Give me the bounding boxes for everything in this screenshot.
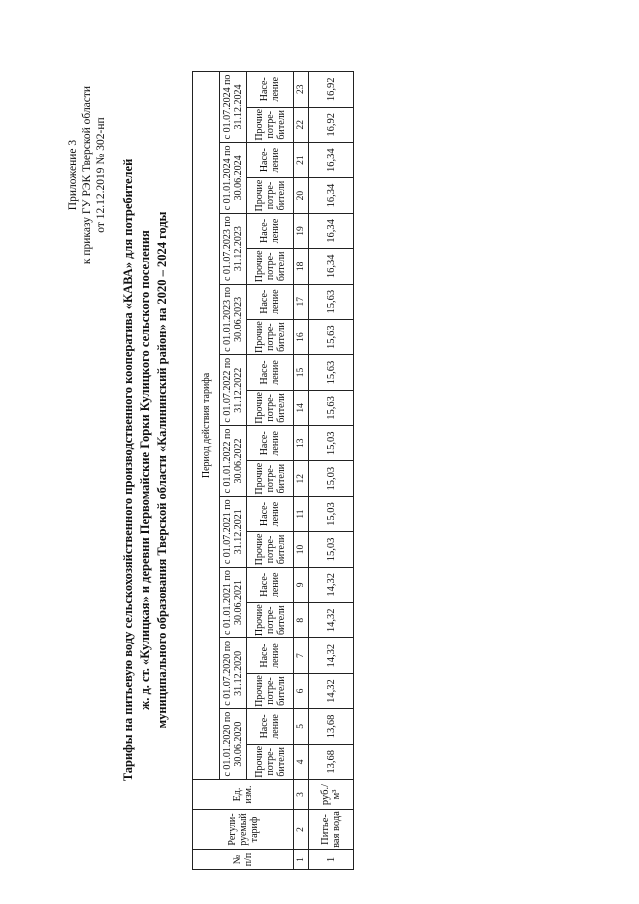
column-number-row: [294, 71, 309, 869]
appendix-line-3: от 12.12.2019 № 302-нп: [95, 117, 107, 233]
sub-header-other: Прочие потре-бители: [247, 319, 294, 354]
period-range: с 01.01.2022 по 30.06.2022: [220, 426, 247, 497]
tariff-value: 16,34: [309, 213, 354, 248]
column-number: 23: [294, 71, 309, 107]
sub-header-other: Прочие потре-бители: [247, 249, 294, 284]
sub-header-population: Насе-ление: [247, 496, 294, 531]
header-unit: Ед. изм.: [193, 780, 294, 810]
column-number: 1: [294, 850, 309, 870]
tariff-value: 15,03: [309, 496, 354, 531]
column-number: 21: [294, 142, 309, 177]
sub-header-other: Прочие потре-бители: [247, 390, 294, 425]
header-period: Период действия тарифа: [193, 71, 220, 779]
tariff-value: 15,03: [309, 426, 354, 461]
column-number: 3: [294, 780, 309, 810]
header-row-ranges: [220, 71, 247, 869]
column-number: 7: [294, 638, 309, 673]
header-row-period: [193, 71, 220, 869]
column-number: 14: [294, 390, 309, 425]
period-range: с 01.07.2021 по 31.12.2021: [220, 496, 247, 567]
sub-header-other: Прочие потре-бители: [247, 178, 294, 213]
sub-header-population: Насе-ление: [247, 426, 294, 461]
sub-header-other: Прочие потре-бители: [247, 532, 294, 567]
column-number: 22: [294, 107, 309, 142]
row-unit: руб./м³: [309, 780, 354, 810]
tariff-value: 16,34: [309, 142, 354, 177]
header-row-consumers: [247, 71, 294, 869]
title-line-1: Тарифы на питьевую воду сельскохозяйственного производственного кооператива «КАВА» для потребителей: [121, 158, 135, 782]
tariff-table: [192, 71, 354, 870]
sub-header-population: Насе-ление: [247, 213, 294, 248]
tariff-value: 13,68: [309, 744, 354, 779]
period-range: с 01.07.2020 по 31.12.2020: [220, 638, 247, 709]
sub-header-population: Насе-ление: [247, 71, 294, 107]
sub-header-other: Прочие потре-бители: [247, 603, 294, 638]
title-line-3: муниципального образования Тверской области «Калининский район» на 2020 – 2024 годы: [155, 211, 169, 729]
column-number: 2: [294, 810, 309, 850]
period-range: с 01.01.2024 по 30.06.2024: [220, 142, 247, 213]
column-number: 19: [294, 213, 309, 248]
sub-header-population: Насе-ление: [247, 355, 294, 390]
period-range: с 01.01.2020 по 30.06.2020: [220, 709, 247, 780]
sub-header-population: Насе-ление: [247, 709, 294, 744]
column-number: 15: [294, 355, 309, 390]
sub-header-population: Насе-ление: [247, 567, 294, 602]
table-row: [309, 71, 354, 869]
header-tariff: Регули-руемый тариф: [193, 810, 294, 850]
column-number: 5: [294, 709, 309, 744]
sub-header-other: Прочие потре-бители: [247, 673, 294, 708]
column-number: 17: [294, 284, 309, 319]
document-page: [10, 70, 630, 890]
row-tariff: Питье-вая вода: [309, 810, 354, 850]
tariff-value: 14,32: [309, 673, 354, 708]
column-number: 6: [294, 673, 309, 708]
period-range: с 01.07.2023 по 31.12.2023: [220, 213, 247, 284]
appendix-note: [66, 70, 108, 280]
period-range: с 01.01.2023 по 30.06.2023: [220, 284, 247, 355]
sub-header-population: Насе-ление: [247, 638, 294, 673]
tariff-value: 13,68: [309, 709, 354, 744]
column-number: 13: [294, 426, 309, 461]
sub-header-population: Насе-ление: [247, 142, 294, 177]
column-number: 9: [294, 567, 309, 602]
row-no: 1: [309, 850, 354, 870]
tariff-value: 14,32: [309, 567, 354, 602]
sub-header-other: Прочие потре-бители: [247, 107, 294, 142]
tariff-value: 15,63: [309, 390, 354, 425]
tariff-value: 16,92: [309, 107, 354, 142]
period-range: с 01.01.2021 по 30.06.2021: [220, 567, 247, 638]
document-title: [120, 90, 171, 850]
sub-header-other: Прочие потре-бители: [247, 461, 294, 496]
column-number: 11: [294, 496, 309, 531]
column-number: 8: [294, 603, 309, 638]
tariff-value: 16,34: [309, 249, 354, 284]
tariff-value: 14,32: [309, 603, 354, 638]
sub-header-other: Прочие потре-бители: [247, 744, 294, 779]
tariff-value: 16,92: [309, 71, 354, 107]
period-range: с 01.07.2024 по 31.12.2024: [220, 71, 247, 142]
tariff-value: 15,63: [309, 284, 354, 319]
sub-header-population: Насе-ление: [247, 284, 294, 319]
column-number: 16: [294, 319, 309, 354]
tariff-value: 15,63: [309, 319, 354, 354]
header-no: № п/п: [193, 850, 294, 870]
tariff-value: 15,03: [309, 461, 354, 496]
column-number: 10: [294, 532, 309, 567]
column-number: 4: [294, 744, 309, 779]
appendix-line-1: Приложение 3: [67, 139, 79, 211]
column-number: 20: [294, 178, 309, 213]
tariff-value: 15,03: [309, 532, 354, 567]
period-range: с 01.07.2022 по 31.12.2022: [220, 355, 247, 426]
tariff-value: 16,34: [309, 178, 354, 213]
appendix-line-2: к приказу ГУ РЭК Тверской области: [81, 85, 93, 265]
title-line-2: ж. д. ст. «Кулицкая» и деревни Первомайские Горки Кулицкого сельского поселения: [138, 230, 152, 710]
tariff-value: 15,63: [309, 355, 354, 390]
tariff-value: 14,32: [309, 638, 354, 673]
column-number: 12: [294, 461, 309, 496]
column-number: 18: [294, 249, 309, 284]
